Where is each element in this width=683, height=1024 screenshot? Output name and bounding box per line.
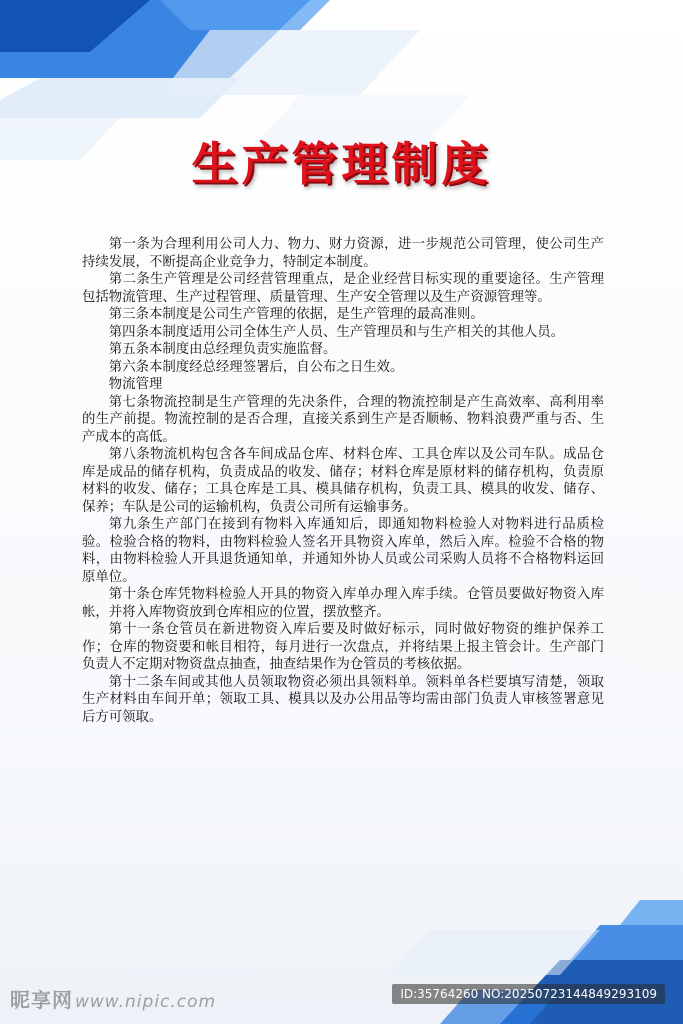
watermark-logo-text: 昵享网 [10,988,73,1012]
paragraph-article-1: 第一条为合理利用公司人力、物力、财力资源，进一步规范公司管理，使公司生产持续发展，不断提高企业竞争力，特制定本制度。 [82,237,604,270]
paragraph-article-8: 第八条物流机构包含各车间成品仓库、材料仓库、工具仓库以及公司车队。成品仓库是成品的储存机构，负责成品的收发、储存；材料仓库是原材料的储存机构，负责原材料的收发、储存；工具仓库是工具、模具储存机构，负责工具、模具的收发、储存、保养；车队是公司的运输机构，负责公司所有运输事务。 [82,447,604,515]
paragraph-article-3: 第三条本制度是公司生产管理的依据，是生产管理的最高准则。 [108,307,484,322]
image-id-bar: ID:35764260 NO:20250723144849293109 [392,984,665,1004]
paragraph-article-11: 第十一条仓管员在新进物资入库后要及时做好标示，同时做好物资的维护保养工作；仓库的物资要和帐目相符，每月进行一次盘点，并将结果上报主管会计。生产部门负责人不定期对物资盘点抽查，抽查结果作为仓管员的考核依据。 [82,622,604,672]
nipic-watermark [10,984,216,1013]
section-heading-logistics: 物流管理 [108,377,163,392]
paragraph-article-12: 第十二条车间或其他人员领取物资必须出具领料单。领料单各栏要填写清楚，领取生产材料由车间开单；领取工具、模具以及办公用品等均需由部门负责人审核签署意见后方可领取。 [82,674,604,725]
paragraph-article-6: 第六条本制度经总经理签署后，自公布之日生效。 [108,359,404,375]
paragraph-article-5: 第五条本制度由总经理负责实施监督。 [108,342,337,357]
poster-title: 生产管理制度 [191,137,492,191]
paragraph-article-9: 第九条生产部门在接到有物料入库通知后，即通知物料检验人对物料进行品质检验。检验合格的物料，由物料检验人签名开具物资入库单，然后入库。检验不合格的物料，由物料检验人开具退货通知单，并通知外协人员或公司采购人员将不合格物料运回原单位。 [82,517,604,585]
regulation-body [82,236,604,726]
paragraph-article-10: 第十条仓库凭物料检验人开具的物资入库单办理入库手续。仓管员要做好物资入库帐，并将入库物资放到仓库相应的位置，摆放整齐。 [82,587,604,620]
paragraph-article-2: 第二条生产管理是公司经营管理重点，是企业经营目标实现的重要途径。生产管理包括物流管理、生产过程管理、质量管理、生产安全管理以及生产资源管理等。 [82,272,604,305]
paragraph-article-4: 第四条本制度适用公司全体生产人员、生产管理员和与生产相关的其他人员。 [108,324,565,340]
watermark-url: www.nipic.com [75,992,217,1012]
paragraph-article-7: 第七条物流控制是生产管理的先决条件，合理的物流控制是产生高效率、高利用率的生产前提。物流控制的是否合理，直接关系到生产是否顺畅、物料浪费严重与否、生产成本的高低。 [82,394,604,445]
